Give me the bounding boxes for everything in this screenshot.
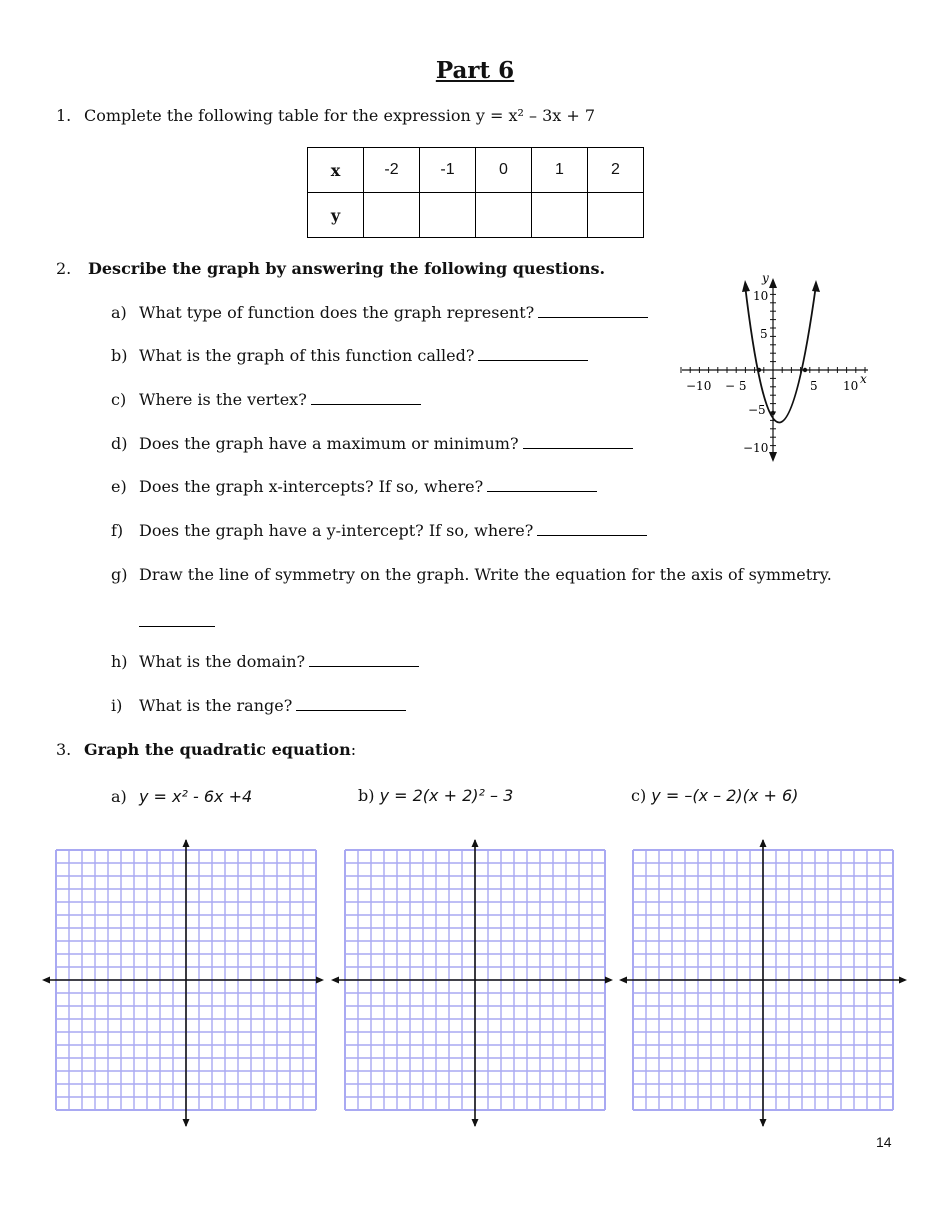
question-2i <box>111 696 406 715</box>
y-header-cell: y <box>308 193 364 238</box>
question-2c <box>111 390 421 409</box>
item-text: Does the graph have a maximum or minimum? <box>139 434 519 453</box>
item-letter: i) <box>111 696 123 715</box>
question-text: Graph the quadratic equation <box>84 740 351 759</box>
arrow-right-icon <box>605 977 613 984</box>
equation-a <box>111 787 252 806</box>
question-2d <box>111 434 633 453</box>
question-2f <box>111 521 647 540</box>
equation-text: y = –(x – 2)(x + 6) <box>651 786 799 805</box>
answer-blank[interactable] <box>537 521 647 536</box>
question-2a <box>111 303 648 322</box>
equation-text: y = 2(x + 2)² – 3 <box>379 786 514 805</box>
arrow-left-icon <box>619 977 627 984</box>
item-letter: f) <box>111 521 124 540</box>
question-number: 2. <box>56 259 72 278</box>
graph-grid-b[interactable] <box>329 838 615 1128</box>
item-text: Does the graph have a y-intercept? If so, where? <box>139 521 534 540</box>
answer-blank[interactable] <box>309 652 419 667</box>
tick-label: 10 <box>843 379 859 393</box>
item-text: Draw the line of symmetry on the graph. Write the equation for the axis of symmetry. <box>139 565 832 584</box>
arrow-right-icon <box>316 977 324 984</box>
arrow-down-icon <box>183 1119 190 1127</box>
equation-c <box>631 786 798 805</box>
page-title: Part 6 <box>435 57 515 84</box>
parabola-curve <box>745 285 816 423</box>
question-3 <box>56 740 356 759</box>
item-letter: c) <box>631 786 647 805</box>
item-letter: d) <box>111 434 128 453</box>
answer-blank[interactable] <box>296 696 406 711</box>
curve-arrow-left-icon <box>742 280 750 292</box>
x-intercept-point <box>757 368 761 372</box>
question-text: Describe the graph by answering the following questions. <box>88 259 606 278</box>
question-text: Complete the following table for the expression y = x² – 3x + 7 <box>84 106 596 125</box>
arrow-right-icon <box>899 977 907 984</box>
question-1 <box>56 106 595 125</box>
tick-label: 5 <box>760 327 768 341</box>
question-2b <box>111 346 588 365</box>
table-row-x <box>308 148 644 193</box>
arrow-left-icon <box>331 977 339 984</box>
x-value-cell: -1 <box>420 148 476 193</box>
arrow-left-icon <box>42 977 50 984</box>
item-letter: c) <box>111 390 127 409</box>
x-value-cell: 2 <box>588 148 644 193</box>
item-letter: b) <box>111 346 128 365</box>
question-2h <box>111 652 419 671</box>
question-colon: : <box>350 740 357 759</box>
question-2e <box>111 477 597 496</box>
arrow-up-icon <box>760 839 767 847</box>
table-row-y <box>308 193 644 238</box>
answer-blank[interactable] <box>478 346 588 361</box>
x-intercept-point <box>803 368 807 372</box>
question-2 <box>56 259 605 278</box>
answer-blank[interactable] <box>523 434 633 449</box>
x-header-cell: x <box>308 148 364 193</box>
y-answer-cell[interactable] <box>532 193 588 238</box>
tick-label: − 5 <box>725 379 747 393</box>
arrow-up-icon <box>472 839 479 847</box>
answer-blank[interactable] <box>487 477 597 492</box>
item-letter: a) <box>111 303 127 322</box>
equation-text: y = x² - 6x +4 <box>139 787 253 806</box>
value-table <box>307 147 644 238</box>
arrow-up-icon <box>183 839 190 847</box>
parabola-graph <box>678 270 878 470</box>
arrow-down-icon <box>472 1119 479 1127</box>
item-letter: a) <box>111 787 127 806</box>
question-number: 3. <box>56 740 72 759</box>
x-value-cell: -2 <box>364 148 420 193</box>
tick-label: 5 <box>810 379 818 393</box>
item-text: Does the graph x-intercepts? If so, where? <box>139 477 484 496</box>
tick-label: −5 <box>748 403 766 417</box>
y-answer-cell[interactable] <box>420 193 476 238</box>
y-answer-cell[interactable] <box>476 193 532 238</box>
graph-grid-c[interactable] <box>617 838 909 1128</box>
tick-label: −10 <box>686 379 712 393</box>
equation-b <box>358 786 513 805</box>
tick-label: −10 <box>743 441 769 455</box>
graph-grid-a[interactable] <box>40 838 326 1128</box>
item-letter: h) <box>111 652 128 671</box>
item-text: What type of function does the graph represent? <box>139 303 535 322</box>
x-value-cell: 1 <box>532 148 588 193</box>
item-text: Where is the vertex? <box>139 390 307 409</box>
question-2g <box>111 565 832 584</box>
axis-label-y: y <box>762 271 769 285</box>
item-letter: e) <box>111 477 127 496</box>
arrow-down-icon <box>760 1119 767 1127</box>
item-letter: g) <box>111 565 128 584</box>
curve-arrow-right-icon <box>812 280 820 292</box>
tick-label: 10 <box>753 289 769 303</box>
y-answer-cell[interactable] <box>588 193 644 238</box>
axis-label-x: x <box>860 372 867 386</box>
answer-blank[interactable] <box>538 303 648 318</box>
item-text: What is the range? <box>139 696 293 715</box>
answer-blank[interactable] <box>311 390 421 405</box>
page-number: 14 <box>876 1134 892 1150</box>
answer-blank[interactable] <box>139 612 215 627</box>
item-text: What is the graph of this function called? <box>139 346 475 365</box>
y-intercept-point <box>771 411 775 415</box>
y-answer-cell[interactable] <box>364 193 420 238</box>
item-letter: b) <box>358 786 375 805</box>
question-number: 1. <box>56 106 72 125</box>
item-text: What is the domain? <box>139 652 306 671</box>
x-value-cell: 0 <box>476 148 532 193</box>
